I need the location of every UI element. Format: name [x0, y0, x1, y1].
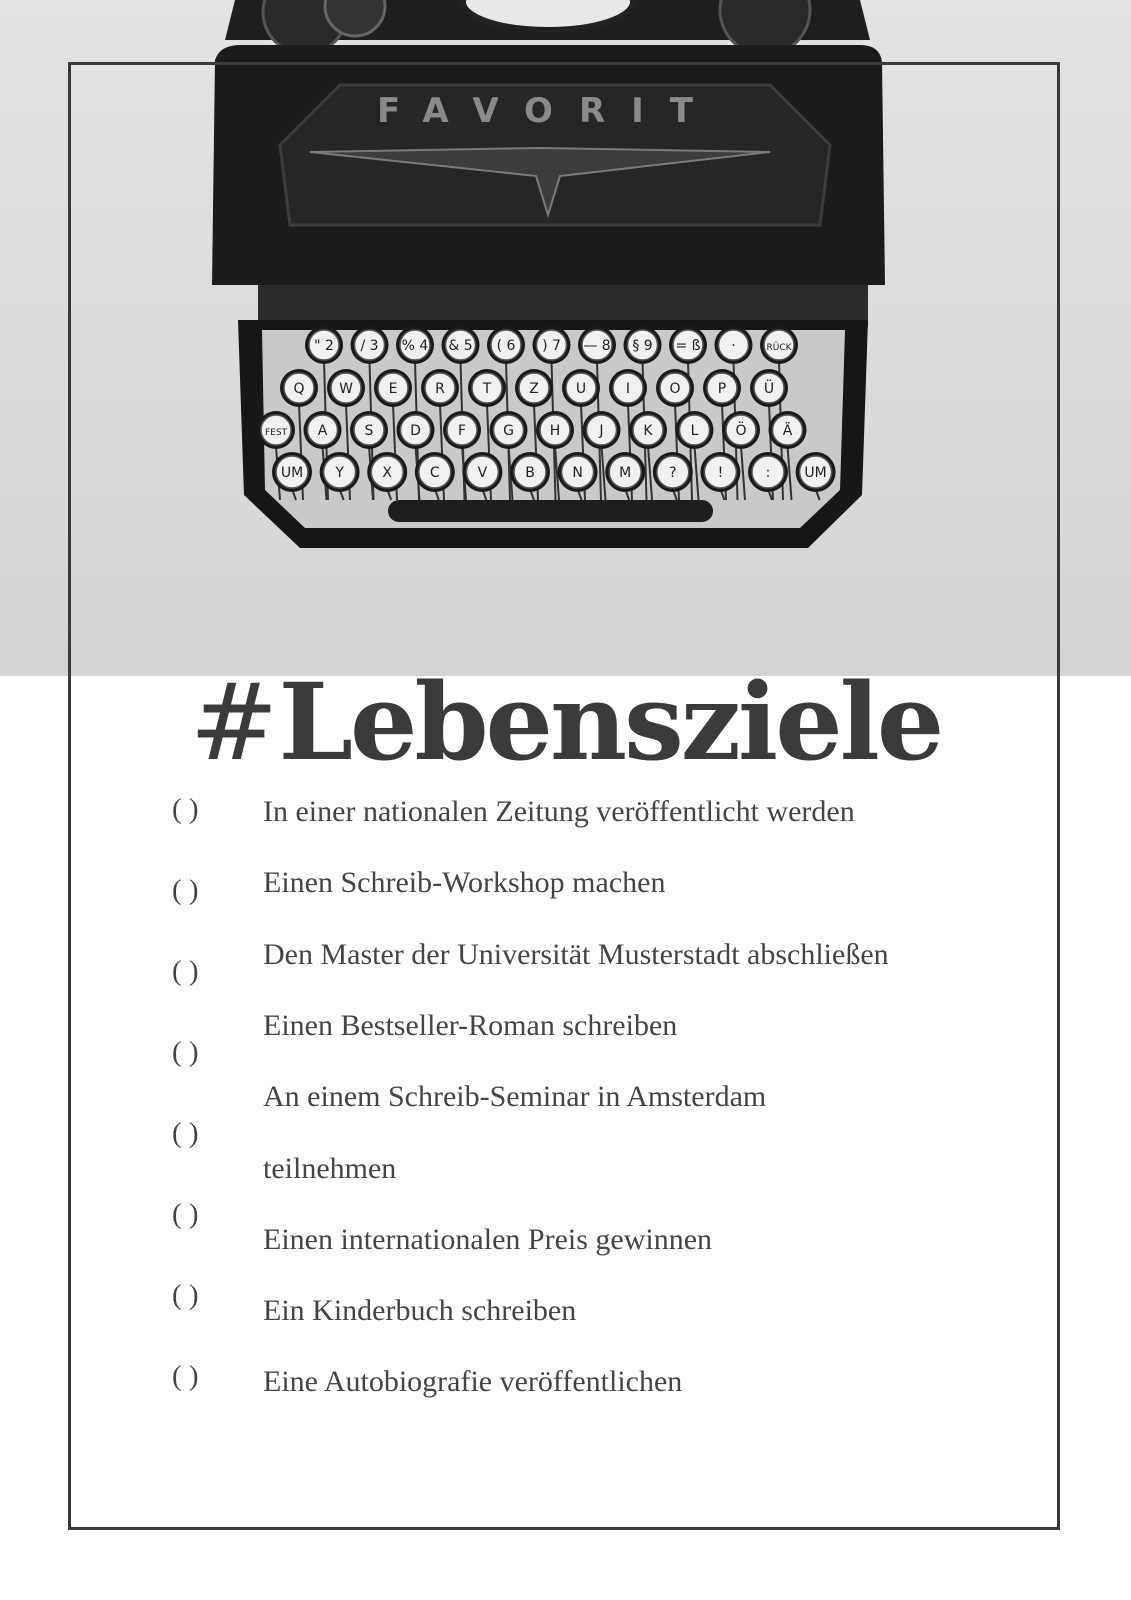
- typewriter-key-label: N: [572, 465, 583, 481]
- typewriter-key-label: = ß: [675, 338, 701, 354]
- typewriter-key: [490, 411, 528, 449]
- typewriter-key-label: / 3: [360, 338, 379, 354]
- typewriter-key: [536, 411, 574, 449]
- goal-checkbox[interactable]: ( ): [172, 874, 199, 906]
- typewriter-key: [715, 326, 753, 364]
- typewriter-key-label: Ü: [763, 381, 775, 397]
- typewriter-key-label: D: [410, 423, 421, 439]
- typewriter-key: [272, 452, 312, 492]
- goal-item: Einen Bestseller-Roman schreiben: [263, 1008, 678, 1042]
- goal-item: Einen internationalen Preis gewinnen: [263, 1222, 713, 1256]
- typewriter-key-label: Q: [293, 381, 305, 397]
- typewriter-key: [305, 326, 343, 364]
- title-hash: #: [189, 661, 279, 785]
- typewriter-key-label: E: [388, 381, 398, 397]
- typewriter-key: [700, 452, 740, 492]
- typewriter-key-label: FEST: [264, 428, 288, 438]
- typewriter-key-label: B: [525, 465, 535, 481]
- typewriter-key-label: — 8: [583, 338, 611, 354]
- typewriter-key-label: ·: [731, 338, 736, 354]
- typewriter-key-label: C: [429, 465, 440, 481]
- typewriter-key-label: R: [435, 381, 445, 397]
- typewriter-key-label: " 2: [314, 338, 334, 354]
- typewriter-key: [629, 411, 667, 449]
- typewriter-key: [605, 452, 645, 492]
- typewriter-key: [562, 369, 600, 407]
- goal-checkbox[interactable]: ( ): [172, 955, 199, 987]
- goal-item: Eine Autobiografie veröffentlichen: [263, 1365, 683, 1399]
- typewriter-key: [320, 452, 360, 492]
- goal-checkbox[interactable]: ( ): [172, 1198, 199, 1230]
- typewriter-key: [304, 411, 342, 449]
- typewriter-key-label: F: [457, 423, 467, 439]
- typewriter-illustration: [0, 0, 1131, 676]
- page-title: [0, 659, 1131, 785]
- typewriter-key-label: V: [477, 465, 488, 481]
- typewriter-key-label: RÜCK: [766, 343, 792, 353]
- title-word: Lebensziele: [278, 659, 942, 785]
- goal-item: teilnehmen: [263, 1151, 397, 1185]
- typewriter-key: [510, 452, 550, 492]
- typewriter-key-label: & 5: [448, 338, 473, 354]
- goal-checkbox[interactable]: ( ): [172, 1117, 199, 1149]
- typewriter-key-label: X: [382, 465, 392, 481]
- typewriter-key: [462, 452, 502, 492]
- typewriter-key: [327, 369, 365, 407]
- typewriter-key-label: O: [669, 381, 681, 397]
- typewriter-key-label: Z: [529, 381, 539, 397]
- typewriter-key: [583, 411, 621, 449]
- typewriter-key: [722, 411, 760, 449]
- typewriter-key: [676, 411, 714, 449]
- typewriter-key: [374, 369, 412, 407]
- typewriter-key-label: U: [575, 381, 587, 397]
- svg-text:FAVORIT: FAVORIT: [377, 91, 719, 131]
- goal-item: Einen Schreib-Workshop machen: [263, 866, 666, 900]
- typewriter-key: [367, 452, 407, 492]
- typewriter-key-label: UM: [804, 465, 827, 481]
- typewriter-key-label: M: [619, 465, 632, 481]
- typewriter-key: [558, 452, 598, 492]
- goal-item: An einem Schreib-Seminar in Amsterdam: [263, 1080, 767, 1114]
- typewriter-key-label: Y: [335, 465, 344, 481]
- typewriter-key: [350, 411, 388, 449]
- typewriter-key: [351, 326, 389, 364]
- typewriter-key: [487, 326, 525, 364]
- goal-checkbox[interactable]: ( ): [172, 1360, 199, 1392]
- typewriter-key-label: S: [364, 423, 374, 439]
- typewriter-key-label: G: [503, 423, 514, 439]
- typewriter-key-label: Ä: [782, 423, 793, 439]
- typewriter-key: [750, 369, 788, 407]
- typewriter-key-label: !: [717, 465, 724, 481]
- typewriter-key: [533, 326, 571, 364]
- typewriter-key: [653, 452, 693, 492]
- typewriter-key: [442, 326, 480, 364]
- typewriter-key-label: UM: [280, 465, 304, 481]
- typewriter-key: [748, 452, 788, 492]
- typewriter-key: [421, 369, 459, 407]
- typewriter-key-label: § 9: [632, 338, 653, 354]
- typewriter-key: [415, 452, 455, 492]
- typewriter-key: [578, 326, 616, 364]
- typewriter-key: [443, 411, 481, 449]
- typewriter-key-label: A: [317, 423, 328, 439]
- typewriter-key-label: I: [625, 381, 631, 397]
- typewriter-key: [257, 411, 295, 449]
- typewriter-key-label: H: [549, 423, 561, 439]
- typewriter-key: [760, 326, 798, 364]
- typewriter-key: [624, 326, 662, 364]
- typewriter-key-label: T: [482, 381, 492, 397]
- typewriter-key-label: ?: [669, 465, 677, 481]
- typewriter-key: [769, 411, 807, 449]
- typewriter-photo: [0, 0, 1131, 676]
- typewriter-key-label: Ö: [735, 423, 747, 439]
- typewriter-key-label: ( 6: [496, 338, 516, 354]
- goal-checkbox[interactable]: ( ): [172, 1036, 199, 1068]
- typewriter-key-label: W: [339, 381, 353, 397]
- typewriter-key: [656, 369, 694, 407]
- typewriter-key: [515, 369, 553, 407]
- typewriter-key-label: % 4: [401, 338, 429, 354]
- typewriter-key-label: J: [599, 423, 604, 439]
- typewriter-key-label: K: [643, 423, 653, 439]
- typewriter-key: [703, 369, 741, 407]
- typewriter-key-label: :: [765, 465, 771, 481]
- typewriter-key-label: L: [690, 423, 699, 439]
- typewriter-key: [468, 369, 506, 407]
- typewriter-key: [669, 326, 707, 364]
- goal-item: Den Master der Universität Musterstadt abschließen: [263, 937, 889, 971]
- typewriter-key-label: P: [717, 381, 727, 397]
- typewriter-key-label: ) 7: [542, 338, 561, 354]
- goal-item: Ein Kinderbuch schreiben: [263, 1294, 577, 1328]
- goal-checkbox[interactable]: ( ): [172, 1279, 199, 1311]
- goal-item: In einer nationalen Zeitung veröffentlicht werden: [263, 795, 855, 828]
- typewriter-key: [280, 369, 318, 407]
- typewriter-key: [609, 369, 647, 407]
- typewriter-key: [396, 326, 434, 364]
- typewriter-key: [397, 411, 435, 449]
- typewriter-key: [796, 452, 836, 492]
- goal-checkbox[interactable]: ( ): [172, 793, 199, 825]
